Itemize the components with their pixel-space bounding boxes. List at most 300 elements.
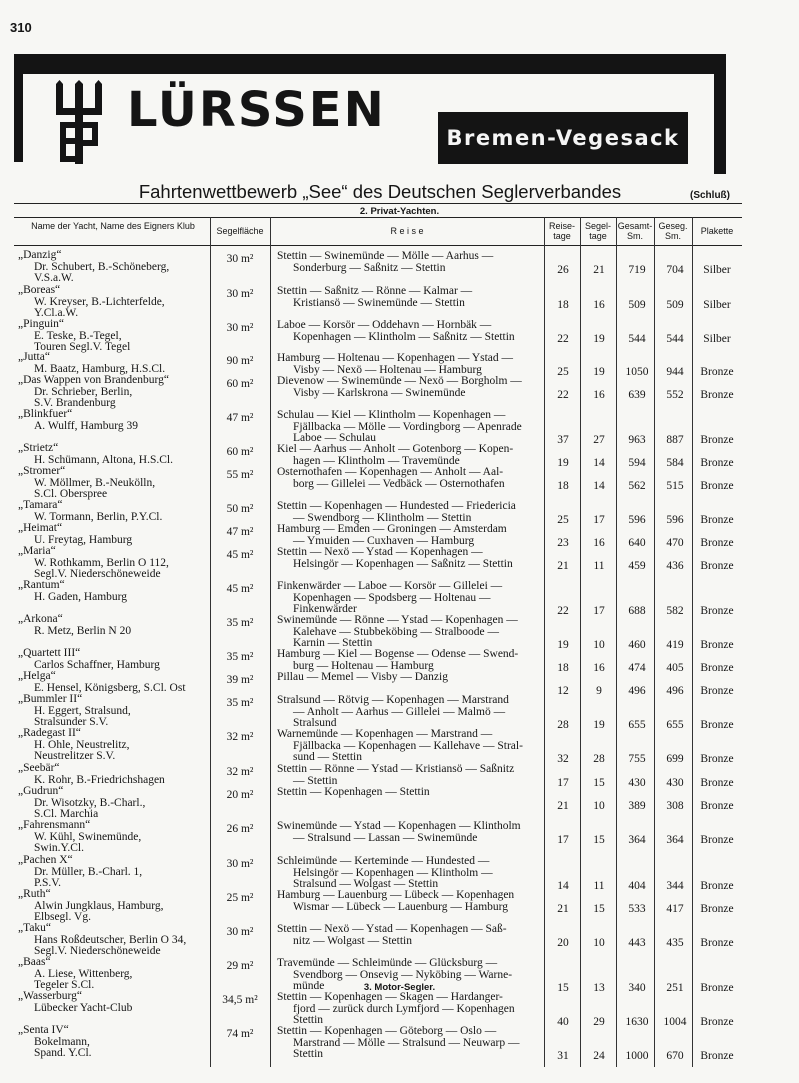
sail-days-cell: 27: [593, 434, 605, 447]
sail-area-cell: 55 m²: [226, 469, 254, 481]
sail-days-cell: 10: [593, 936, 605, 949]
sail-area-cell: 30 m²: [226, 926, 254, 938]
sail-days-cell: 10: [593, 799, 605, 812]
column-divider: [616, 217, 617, 1067]
yacht-name-cell: [18, 545, 210, 581]
owner-club-line: H. Gaden, Hamburg: [34, 590, 128, 603]
owner-club-line: Alwin Jungklaus, Hamburg,: [34, 899, 164, 912]
sail-area-cell: 35 m²: [226, 651, 254, 663]
yacht-name-cell: [18, 956, 210, 992]
route-line: Stettin — Kopenhagen — Göteborg — Oslo —: [277, 1025, 497, 1037]
sail-days-cell: 16: [593, 536, 605, 549]
total-sm-cell: 1000: [625, 1050, 649, 1063]
brand-location: Bremen-Vegesack: [438, 112, 688, 164]
route-line: fjord — zurück durch Lymfjord — Kopenhagen: [293, 1002, 515, 1015]
route-line: Stralsund: [293, 717, 337, 730]
travel-days-cell: 22: [557, 332, 569, 345]
yacht-name-cell: [18, 727, 210, 763]
sail-area-cell: 26 m²: [226, 823, 254, 835]
yacht-name: „Baas“: [18, 956, 51, 968]
yacht-name-cell: [18, 922, 210, 958]
yacht-name-cell: [18, 249, 210, 285]
sailed-sm-cell: 699: [666, 753, 684, 766]
sail-area-cell: 35 m²: [226, 617, 254, 629]
section-private-yachts: 2. Privat-Yachten.: [359, 206, 440, 217]
route-cell: [277, 764, 542, 787]
sail-days-cell: 16: [593, 298, 605, 311]
travel-days-cell: 21: [557, 799, 569, 812]
route-line: Kopenhagen — Spodsberg — Holtenau —: [293, 591, 491, 604]
column-divider: [210, 217, 211, 1067]
sailed-sm-cell: 436: [666, 559, 684, 572]
total-sm-cell: 404: [628, 880, 646, 893]
sail-days-cell: 17: [593, 605, 605, 618]
sail-days-cell: 28: [593, 753, 605, 766]
travel-days-cell: 25: [557, 513, 569, 526]
sail-area-cell: 47 m²: [226, 412, 254, 424]
route-line: Dievenow — Swinemünde — Nexö — Borgholm —: [277, 375, 522, 387]
total-sm-cell: 594: [628, 456, 646, 469]
sail-days-cell: 13: [593, 982, 605, 995]
route-cell: [277, 924, 542, 947]
owner-club-line: E. Teske, B.-Tegel,: [34, 329, 122, 342]
sail-area-cell: 39 m²: [226, 674, 254, 686]
yacht-name: „Danzig“: [18, 249, 62, 261]
total-sm-cell: 1630: [625, 1016, 649, 1029]
route-line: Wismar — Lübeck — Lauenburg — Hamburg: [293, 900, 509, 913]
route-line: Kopenhagen — Klintholm — Saßnitz — Stettin: [293, 330, 515, 343]
route-line: hagen — Klintholm — Travemünde: [293, 454, 460, 467]
sail-days-cell: 10: [593, 639, 605, 652]
total-sm-cell: 639: [628, 388, 646, 401]
sail-days-cell: 19: [593, 365, 605, 378]
column-header-total-sm: Gesamt-Sm.: [617, 221, 653, 241]
yacht-name-cell: [18, 647, 210, 671]
yacht-name: „Maria“: [18, 545, 56, 557]
route-cell: [277, 376, 542, 399]
yacht-name: „Gudrun“: [18, 785, 64, 797]
plaque-cell: Bronze: [700, 513, 734, 526]
sail-area-cell: 47 m²: [226, 526, 254, 538]
column-header-travel-days: Reise-tage: [548, 221, 575, 241]
yacht-name: „Rantum“: [18, 579, 65, 591]
sail-area-cell: 45 m²: [226, 549, 254, 561]
sail-area-cell: 60 m²: [226, 378, 254, 390]
total-sm-cell: 340: [628, 982, 646, 995]
route-line: Kalehave — Stubbeköbing — Stralboode —: [293, 625, 500, 638]
sail-area-cell: 30 m²: [226, 253, 254, 265]
total-sm-cell: 474: [628, 661, 646, 674]
yacht-name: „Taku“: [18, 922, 52, 934]
ad-right-bar: [714, 54, 726, 174]
brand-name: LÜRSSEN: [127, 82, 386, 138]
yacht-name-cell: [18, 990, 210, 1014]
route-cell: [277, 958, 542, 993]
yacht-name-cell: [18, 819, 210, 855]
yacht-name: „Tamara“: [18, 499, 63, 511]
yacht-name: „Quartett III“: [18, 647, 81, 659]
owner-club-line: W. Kreyser, B.-Lichterfelde,: [34, 295, 165, 308]
plaque-cell: Silber: [703, 263, 731, 276]
route-cell: [277, 729, 542, 764]
yacht-name: „Ruth“: [18, 888, 51, 900]
travel-days-cell: 21: [557, 902, 569, 915]
route-line: Stettin — Kopenhagen — Skagen — Hardanger-: [277, 991, 503, 1003]
plaque-cell: Bronze: [700, 559, 734, 572]
route-line: Schulau — Kiel — Klintholm — Kopenhagen —: [277, 409, 506, 421]
column-divider: [270, 217, 271, 1067]
sailed-sm-cell: 405: [666, 661, 684, 674]
owner-club-line: Y.Cl.a.W.: [34, 307, 79, 320]
total-sm-cell: 544: [628, 332, 646, 345]
sail-area-cell: 32 m²: [226, 766, 254, 778]
yacht-name-cell: [18, 522, 210, 546]
header-rule: [14, 245, 742, 246]
owner-club-line: U. Freytag, Hamburg: [34, 533, 133, 546]
travel-days-cell: 19: [557, 456, 569, 469]
total-sm-cell: 364: [628, 833, 646, 846]
route-line: Svendborg — Onsevig — Nyköbing — Warne-: [293, 968, 513, 981]
route-cell: [277, 524, 542, 547]
yacht-name-cell: [18, 693, 210, 729]
route-line: Stettin — Saßnitz — Rönne — Kalmar —: [277, 285, 473, 297]
route-cell: [277, 787, 542, 799]
route-cell: [277, 890, 542, 913]
owner-club-line: Dr. Wisotzky, B.-Charl.,: [34, 796, 146, 809]
yacht-name: „Stromer“: [18, 465, 66, 477]
route-line: Helsingör — Kopenhagen — Klintholm —: [293, 866, 493, 879]
total-sm-cell: 596: [628, 513, 646, 526]
title-rule: [14, 203, 742, 204]
route-line: Stettin: [293, 1048, 324, 1061]
column-header-area: Segelfläche: [216, 226, 264, 236]
owner-club-line: Elbsegl. Vg.: [34, 911, 91, 924]
column-header-plaque: Plakette: [700, 226, 734, 236]
sailed-sm-cell: 887: [666, 434, 684, 447]
sailed-sm-cell: 308: [666, 799, 684, 812]
sailed-sm-cell: 584: [666, 456, 684, 469]
route-line: Laboe — Schulau: [293, 432, 377, 445]
owner-club-line: A. Liese, Wittenberg,: [34, 967, 133, 980]
sail-days-cell: 19: [593, 719, 605, 732]
sail-days-cell: 16: [593, 388, 605, 401]
yacht-name: „Blinkfuer“: [18, 408, 73, 420]
yacht-name-cell: [18, 374, 210, 410]
owner-club-line: Hans Roßdeutscher, Berlin O 34,: [34, 933, 187, 946]
sailed-sm-cell: 704: [666, 263, 684, 276]
route-cell: [277, 581, 542, 616]
total-sm-cell: 719: [628, 263, 646, 276]
total-sm-cell: 688: [628, 605, 646, 618]
sailed-sm-cell: 496: [666, 684, 684, 697]
route-cell: [277, 672, 542, 684]
yacht-name-cell: [18, 1024, 210, 1060]
yacht-name-cell: [18, 351, 210, 375]
route-cell: [277, 821, 542, 844]
owner-club-line: P.S.V.: [34, 877, 61, 890]
sailed-sm-cell: 552: [666, 388, 684, 401]
column-divider: [544, 217, 545, 1067]
yacht-name-cell: [18, 785, 210, 821]
yacht-name-cell: [18, 465, 210, 501]
route-line: Stralsund — Wolgast — Stettin: [293, 878, 439, 891]
owner-club-line: Dr. Müller, B.-Charl. 1,: [34, 865, 143, 878]
sailed-sm-cell: 251: [666, 982, 684, 995]
total-sm-cell: 533: [628, 902, 646, 915]
travel-days-cell: 26: [557, 263, 569, 276]
plaque-cell: Bronze: [700, 799, 734, 812]
yacht-name: „Jutta“: [18, 351, 50, 363]
route-line: Schleimünde — Kerteminde — Hundested —: [277, 855, 490, 867]
route-cell: [277, 992, 542, 1027]
route-line: Hamburg — Emden — Groningen — Amsterdam: [277, 523, 507, 535]
sail-days-cell: 15: [593, 902, 605, 915]
sail-area-cell: 30 m²: [226, 288, 254, 300]
owner-club-line: S.Cl. Marchia: [34, 808, 99, 821]
total-sm-cell: 755: [628, 753, 646, 766]
yacht-name: „Fahrensmann“: [18, 819, 91, 831]
yacht-name-cell: [18, 284, 210, 320]
title-note: (Schluß): [690, 190, 730, 201]
owner-club-line: W. Kühl, Swinemünde,: [34, 830, 142, 843]
sail-days-cell: 29: [593, 1016, 605, 1029]
owner-club-line: W. Rothkamm, Berlin O 112,: [34, 556, 169, 569]
travel-days-cell: 12: [557, 684, 569, 697]
owner-club-line: Spand. Y.Cl.: [34, 1047, 92, 1060]
owner-club-line: Swin.Y.Cl.: [34, 842, 84, 855]
owner-club-line: Carlos Schaffner, Hamburg: [34, 658, 160, 671]
route-line: nitz — Wolgast — Stettin: [293, 934, 412, 947]
sail-area-cell: 45 m²: [226, 583, 254, 595]
plaque-cell: Bronze: [700, 719, 734, 732]
page-number: 310: [10, 20, 32, 35]
owner-club-line: Segl.V. Niederschöneweide: [34, 945, 161, 958]
travel-days-cell: 22: [557, 605, 569, 618]
route-line: Fjällbacka — Kopenhagen — Kallehave — Stral-: [293, 739, 523, 752]
sailed-sm-cell: 670: [666, 1050, 684, 1063]
sail-area-cell: 90 m²: [226, 355, 254, 367]
route-cell: [277, 444, 542, 467]
yacht-name: „Helga“: [18, 670, 56, 682]
route-line: Stettin — Swinemünde — Mölle — Aarhus —: [277, 250, 494, 262]
plaque-cell: Bronze: [700, 1016, 734, 1029]
sail-area-cell: 30 m²: [226, 322, 254, 334]
yacht-name: „Strietz“: [18, 442, 59, 454]
yacht-name: „Pinguin“: [18, 318, 64, 330]
sail-days-cell: 21: [593, 263, 605, 276]
column-header-sailed-sm: Geseg. Sm.: [658, 221, 688, 241]
route-line: Warnemünde — Kopenhagen — Marstrand —: [277, 728, 493, 740]
route-line: — Swendborg — Klintholm — Stettin: [293, 511, 472, 524]
sail-days-cell: 14: [593, 456, 605, 469]
travel-days-cell: 23: [557, 536, 569, 549]
plaque-cell: Bronze: [700, 1050, 734, 1063]
route-cell: [277, 286, 542, 309]
owner-club-line: M. Baatz, Hamburg, H.S.Cl.: [34, 362, 166, 375]
route-line: Swinemünde — Rönne — Ystad — Kopenhagen —: [277, 614, 518, 626]
sail-area-cell: 25 m²: [226, 892, 254, 904]
yacht-name-cell: [18, 318, 210, 354]
owner-club-line: Segl.V. Niederschöneweide: [34, 568, 161, 581]
owner-club-line: Neustrelitzer S.V.: [34, 750, 116, 763]
yacht-name-cell: [18, 670, 210, 694]
ad-top-bar: [14, 54, 726, 74]
plaque-cell: Bronze: [700, 639, 734, 652]
sail-days-cell: 11: [593, 880, 605, 893]
sail-days-cell: 19: [593, 332, 605, 345]
yacht-name: „Heimat“: [18, 522, 63, 534]
ad-left-bar: [14, 54, 23, 162]
travel-days-cell: 17: [557, 776, 569, 789]
sail-area-cell: 29 m²: [226, 960, 254, 972]
sailed-sm-cell: 470: [666, 536, 684, 549]
yacht-name: „Seebär“: [18, 762, 60, 774]
travel-days-cell: 31: [557, 1050, 569, 1063]
sail-days-cell: 17: [593, 513, 605, 526]
plaque-cell: Bronze: [700, 388, 734, 401]
owner-club-line: H. Ohle, Neustrelitz,: [34, 738, 130, 751]
sail-days-cell: 14: [593, 479, 605, 492]
route-cell: [277, 410, 542, 445]
owner-club-line: H. Schümann, Altona, H.S.Cl.: [34, 453, 173, 466]
sail-days-cell: 9: [596, 684, 602, 697]
plaque-cell: Bronze: [700, 684, 734, 697]
route-line: Marstrand — Mölle — Stralsund — Neuwarp —: [293, 1036, 520, 1049]
sailed-sm-cell: 509: [666, 298, 684, 311]
owner-club-line: Stralsunder S.V.: [34, 716, 109, 729]
owner-club-line: Touren Segl.V. Tegel: [34, 341, 131, 354]
route-line: Hamburg — Kiel — Bogense — Odense — Swend-: [277, 648, 519, 660]
route-line: — Ymuiden — Cuxhaven — Hamburg: [293, 534, 475, 547]
route-cell: [277, 1026, 542, 1061]
owner-club-line: K. Rohr, B.-Friedrichshagen: [34, 773, 165, 786]
owner-club-line: H. Eggert, Stralsund,: [34, 704, 131, 717]
route-line: Stettin — Kopenhagen — Hundested — Friedericia: [277, 500, 516, 512]
sail-days-cell: 16: [593, 661, 605, 674]
yacht-name: „Das Wappen von Brandenburg“: [18, 374, 169, 386]
route-cell: [277, 467, 542, 490]
sail-area-cell: 34,5 m²: [222, 994, 258, 1006]
route-cell: [277, 615, 542, 650]
sail-area-cell: 30 m²: [226, 858, 254, 870]
route-line: Helsingör — Kopenhagen — Saßnitz — Stettin: [293, 557, 513, 570]
sailed-sm-cell: 944: [666, 365, 684, 378]
plaque-cell: Bronze: [700, 536, 734, 549]
route-line: Finkenwärder: [293, 603, 357, 616]
route-line: münde: [293, 980, 325, 993]
route-line: Travemünde — Schleimünde — Glücksburg —: [277, 957, 498, 969]
sail-area-cell: 32 m²: [226, 731, 254, 743]
route-line: Pillau — Memel — Visby — Danzig: [277, 671, 448, 683]
yacht-name: „Wasserburg“: [18, 990, 83, 1002]
plaque-cell: Bronze: [700, 880, 734, 893]
travel-days-cell: 21: [557, 559, 569, 572]
owner-club-line: A. Wulff, Hamburg 39: [34, 419, 138, 432]
sail-area-cell: 74 m²: [226, 1028, 254, 1040]
route-line: Stettin — Kopenhagen — Stettin: [277, 786, 430, 798]
plaque-cell: Bronze: [700, 982, 734, 995]
sail-area-cell: 60 m²: [226, 446, 254, 458]
yacht-name-cell: [18, 408, 210, 432]
travel-days-cell: 25: [557, 365, 569, 378]
travel-days-cell: 18: [557, 479, 569, 492]
yacht-name-cell: [18, 579, 210, 603]
travel-days-cell: 20: [557, 936, 569, 949]
route-cell: [277, 251, 542, 274]
sailed-sm-cell: 582: [666, 605, 684, 618]
route-line: Stettin: [293, 1014, 324, 1027]
yacht-name-cell: [18, 854, 210, 890]
total-sm-cell: 1050: [625, 365, 649, 378]
sail-days-cell: 15: [593, 833, 605, 846]
sailed-sm-cell: 419: [666, 639, 684, 652]
route-line: — Stralsund — Lassan — Swinemünde: [293, 831, 478, 844]
column-header-name: Name der Yacht, Name des Eigners Klub: [31, 221, 195, 231]
travel-days-cell: 32: [557, 753, 569, 766]
owner-club-line: V.S.a.W.: [34, 272, 74, 285]
route-line: Hamburg — Holtenau — Kopenhagen — Ystad —: [277, 352, 514, 364]
route-cell: [277, 501, 542, 524]
trident-logo-icon: [50, 80, 108, 166]
route-line: Swinemünde — Ystad — Kopenhagen — Klintholm: [277, 820, 521, 832]
travel-days-cell: 40: [557, 1016, 569, 1029]
travel-days-cell: 18: [557, 298, 569, 311]
plaque-cell: Bronze: [700, 605, 734, 618]
owner-club-line: W. Tormann, Berlin, P.Y.Cl.: [34, 510, 163, 523]
table-top-rule: [14, 217, 742, 218]
route-line: Fjällbacka — Mölle — Vordingborg — Apenrade: [293, 420, 522, 433]
sail-days-cell: 15: [593, 776, 605, 789]
sailed-sm-cell: 435: [666, 936, 684, 949]
total-sm-cell: 640: [628, 536, 646, 549]
route-line: borg — Gillelei — Vedbäck — Osternothafen: [293, 477, 505, 490]
owner-club-line: S.Cl. Oberspree: [34, 488, 108, 501]
plaque-cell: Bronze: [700, 753, 734, 766]
sailed-sm-cell: 515: [666, 479, 684, 492]
column-divider: [580, 217, 581, 1067]
plaque-cell: Bronze: [700, 902, 734, 915]
travel-days-cell: 28: [557, 719, 569, 732]
owner-club-line: Tegeler S.Cl.: [34, 979, 95, 992]
route-line: Kristiansö — Swinemünde — Stettin: [293, 296, 465, 309]
plaque-cell: Silber: [703, 298, 731, 311]
column-header-sail-days: Segel-tage: [584, 221, 611, 241]
route-cell: [277, 353, 542, 376]
owner-club-line: S.V. Brandenburg: [34, 397, 116, 410]
page-title: Fahrtenwettbewerb „See“ des Deutschen Seglerverbandes: [138, 181, 622, 202]
sail-area-cell: 35 m²: [226, 697, 254, 709]
plaque-cell: Bronze: [700, 456, 734, 469]
route-line: Laboe — Korsör — Oddehavn — Hornbäk —: [277, 319, 492, 331]
total-sm-cell: 430: [628, 776, 646, 789]
plaque-cell: Bronze: [700, 365, 734, 378]
route-line: Stettin — Rönne — Ystad — Kristiansö — Saßnitz: [277, 763, 515, 775]
total-sm-cell: 459: [628, 559, 646, 572]
travel-days-cell: 18: [557, 661, 569, 674]
section-motor-sailers: 3. Motor-Segler.: [363, 982, 436, 993]
plaque-cell: Bronze: [700, 661, 734, 674]
yacht-name: „Arkona“: [18, 613, 63, 625]
total-sm-cell: 655: [628, 719, 646, 732]
plaque-cell: Bronze: [700, 434, 734, 447]
plaque-cell: Bronze: [700, 833, 734, 846]
route-line: Stralsund — Rötvig — Kopenhagen — Marstrand: [277, 694, 509, 706]
total-sm-cell: 562: [628, 479, 646, 492]
yacht-name: „Radegast II“: [18, 727, 81, 739]
yacht-name-cell: [18, 499, 210, 523]
travel-days-cell: 37: [557, 434, 569, 447]
yacht-name-cell: [18, 442, 210, 466]
